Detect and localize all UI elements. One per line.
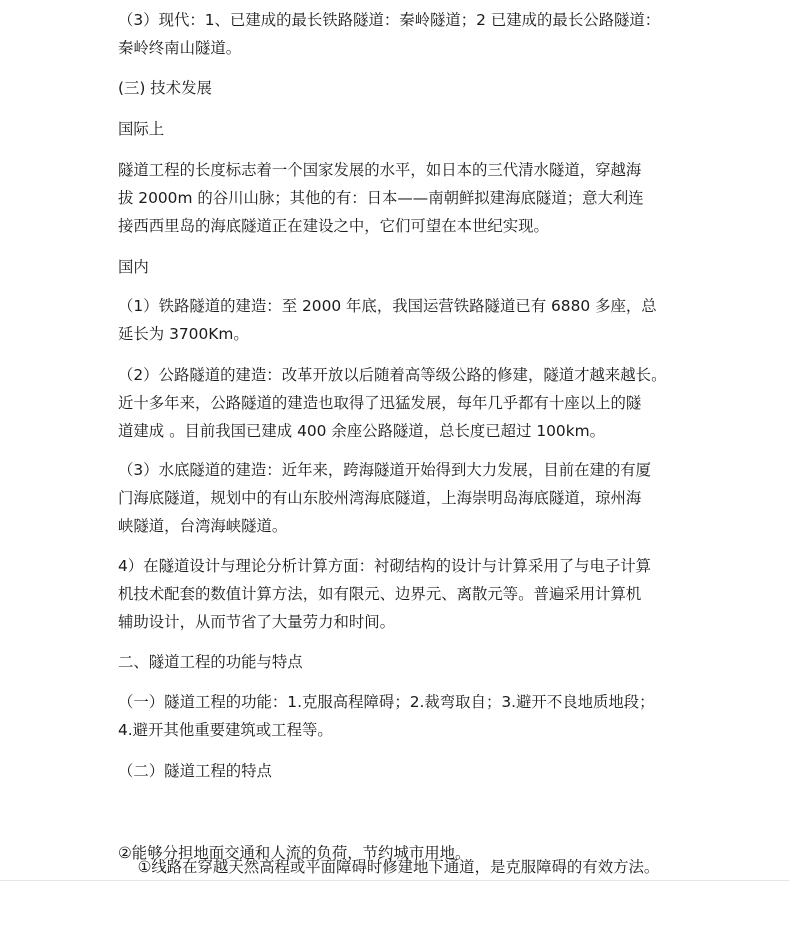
paragraph-highway-tunnels — [118, 361, 690, 445]
paragraph-feature-1 — [118, 797, 690, 937]
heading-international — [118, 115, 690, 143]
text-line: 道建成 。目前我国已建成 400 余座公路隧道，总长度已超过 100km。 — [118, 422, 605, 440]
text-line: 接西西里岛的海底隧道正在建设之中，它们可望在本世纪实现。 — [118, 217, 549, 235]
text-line: 峡隧道，台湾海峡隧道。 — [118, 517, 288, 535]
text-line: 机技术配套的数值计算方法，如有限元、边界元、离散元等。普遍采用计算机 — [118, 585, 642, 603]
text-line: 国际上 — [118, 120, 165, 138]
text-line: ②能够分担地面交通和人流的负荷，节约城市用地。 — [118, 844, 471, 862]
text-line: （3）现代：1、已建成的最长铁路隧道：秦岭隧道；2 已建成的最长公路隧道： — [118, 11, 661, 29]
heading-features — [118, 757, 690, 785]
paragraph-international — [118, 156, 690, 240]
text-line: 拔 2000m 的谷川山脉；其他的有：日本——南朝鲜拟建海底隧道；意大利连 — [118, 189, 644, 207]
text-line: 秦岭终南山隧道。 — [118, 39, 242, 57]
text-line: 门海底隧道，规划中的有山东胶州湾海底隧道，上海崇明岛海底隧道，琼州海 — [118, 489, 642, 507]
text-line: 延长为 3700Km。 — [118, 325, 249, 343]
text-line: (三) 技术发展 — [118, 79, 212, 97]
text-line: （1）铁路隧道的建造：至 2000 年底，我国运营铁路隧道已有 6880 多座，总 — [118, 297, 657, 315]
heading-functions-features — [118, 648, 690, 676]
text-line: 近十多年来，公路隧道的建造也取得了迅猛发展，每年几乎都有十座以上的隧 — [118, 394, 642, 412]
heading-tech-development — [118, 74, 690, 102]
page-bottom-divider — [0, 880, 789, 881]
paragraph-railway-tunnels — [118, 292, 690, 348]
text-line: ①线路在穿越天然高程或平面障碍时修建地下通道，是克服障碍的有效方法。 — [118, 858, 660, 876]
paragraph-design-analysis — [118, 552, 690, 636]
paragraph-underwater-tunnels — [118, 456, 690, 540]
text-line: 国内 — [118, 258, 149, 276]
text-line: （2）公路隧道的建造：改革开放以后随着高等级公路的修建，隧道才越来越长。 — [118, 366, 667, 384]
text-line: 4）在隧道设计与理论分析计算方面：衬砌结构的设计与计算采用了与电子计算 — [118, 557, 652, 575]
paragraph-feature-2 — [118, 839, 690, 867]
text-line: 隧道工程的长度标志着一个国家发展的水平，如日本的三代清水隧道，穿越海 — [118, 161, 642, 179]
text-line: 辅助设计，从而节省了大量劳力和时间。 — [118, 613, 396, 631]
text-line: 二、隧道工程的功能与特点 — [118, 653, 303, 671]
text-line: （一）隧道工程的功能：1.克服高程障碍；2.裁弯取自；3.避开不良地质地段； — [118, 693, 655, 711]
heading-domestic — [118, 253, 690, 281]
paragraph-functions — [118, 688, 690, 744]
text-line: 4.避开其他重要建筑或工程等。 — [118, 721, 333, 739]
text-line: （3）水底隧道的建造：近年来，跨海隧道开始得到大力发展，目前在建的有厦 — [118, 461, 652, 479]
paragraph-modern-tunnels — [118, 6, 690, 62]
text-line: （二）隧道工程的特点 — [118, 762, 272, 780]
